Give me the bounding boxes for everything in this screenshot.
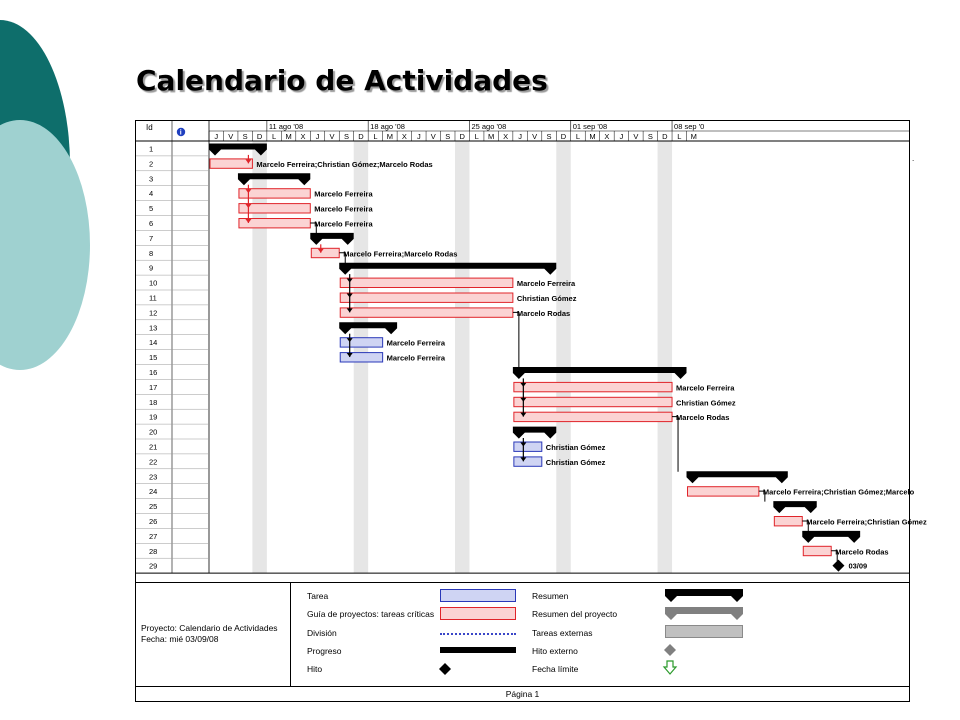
row-id: 29 [149, 561, 158, 571]
legend-critical-bar [440, 607, 516, 620]
task-bar [340, 338, 382, 347]
day-letter: L [272, 132, 277, 141]
row-id: 18 [149, 397, 158, 407]
legend-external-milestone-diamond [663, 643, 677, 657]
critical-task-bar [514, 382, 672, 391]
legend-label-progress: Progreso [307, 646, 342, 656]
legend-deadline-arrow [663, 660, 677, 676]
row-id: 4 [149, 189, 154, 199]
row-id: 9 [149, 263, 154, 273]
id-column-header: Id [146, 123, 153, 132]
day-letter: X [300, 132, 306, 141]
task-resource-label: Christian Gómez [676, 398, 736, 408]
row-id: 1 [149, 144, 154, 154]
weekend-shade [455, 141, 469, 573]
day-letter: S [445, 132, 451, 141]
critical-task-bar [340, 293, 513, 302]
legend-label-milestone: Hito [307, 664, 323, 674]
day-letter: X [503, 132, 509, 141]
day-letter: L [373, 132, 378, 141]
week-label: 25 ago '08 [471, 122, 507, 131]
chain-line [513, 312, 519, 367]
task-resource-label: Marcelo Ferreira [314, 189, 373, 199]
row-id: 17 [149, 382, 158, 392]
project-info [136, 583, 291, 687]
day-letter: D [662, 132, 668, 141]
task-resource-label: Marcelo Rodas [835, 547, 889, 557]
legend-project-summary-bar [663, 605, 745, 621]
row-id: 2 [149, 159, 154, 169]
day-letter: X [604, 132, 610, 141]
task-resource-label: Marcelo Ferreira [516, 279, 576, 289]
summary-bar [238, 173, 310, 185]
legend-summary-bar [663, 587, 745, 603]
row-id: 3 [149, 174, 154, 184]
row-id: 23 [149, 472, 158, 482]
chain-line [672, 417, 678, 472]
row-id: 21 [149, 442, 158, 452]
legend-label-critical: Guía de proyectos: tareas críticas [307, 609, 435, 619]
task-bar [514, 442, 542, 451]
day-letter: V [430, 132, 436, 141]
legend-panel [136, 582, 909, 687]
summary-bar [687, 471, 788, 483]
legend-label-external-milestone: Hito externo [532, 646, 578, 656]
day-letter: V [228, 132, 234, 141]
day-letter: D [256, 132, 263, 141]
day-letter: M [285, 132, 292, 141]
row-id: 20 [149, 427, 158, 437]
legend-task-bar [440, 589, 516, 602]
day-letter: V [329, 132, 335, 141]
legend-progress-bar [440, 647, 516, 653]
day-letter: S [546, 132, 552, 141]
critical-task-bar [688, 487, 759, 496]
task-resource-label: Christian Gómez [545, 443, 606, 452]
row-id: 27 [149, 531, 158, 541]
day-letter: L [575, 132, 581, 141]
critical-task-bar [340, 278, 513, 287]
task-resource-label: Marcelo Ferreira;Marcelo Rodas [343, 249, 458, 259]
day-letter: V [532, 132, 538, 141]
critical-task-bar [803, 546, 831, 555]
row-id: 24 [149, 487, 158, 497]
week-label: 08 sep '0 [674, 122, 705, 131]
row-id: 10 [149, 278, 158, 288]
legend-label-summary: Resumen [532, 591, 569, 601]
weekend-shade [556, 141, 570, 573]
day-letter: D [560, 132, 567, 141]
row-id: 22 [149, 457, 158, 467]
slide-title: Calendario de Actividades [136, 64, 548, 97]
critical-task-bar [340, 308, 513, 317]
page-footer: Página 1 [136, 686, 909, 702]
critical-task-bar [514, 412, 672, 421]
day-letter: J [619, 132, 624, 141]
task-resource-label: Marcelo Rodas [676, 413, 730, 423]
gantt-chart [136, 121, 927, 582]
row-id: 25 [149, 502, 158, 512]
week-label: 18 ago '08 [370, 122, 405, 131]
task-resource-label: Marcelo Ferreira [314, 204, 373, 214]
row-id: 6 [149, 219, 154, 228]
critical-task-bar [210, 159, 252, 168]
task-resource-label: Marcelo Rodas [516, 308, 571, 318]
day-letter: L [677, 132, 682, 141]
task-resource-label: Marcelo Ferreira;Christian Gómez;Marcelo [762, 487, 915, 497]
task-resource-label: Marcelo Ferreira;Christian Gómez;Marcelo Rodas [256, 159, 433, 169]
project-date: Fecha: mié 03/09/08 [141, 634, 219, 644]
day-letter: X [401, 132, 407, 141]
day-letter: M [386, 132, 393, 141]
summary-bar [310, 233, 353, 245]
day-letter: L [474, 132, 479, 141]
summary-bar [802, 531, 860, 543]
legend-split-line [440, 633, 516, 635]
row-id: 26 [149, 517, 158, 526]
task-resource-label: Christian Gómez [545, 457, 606, 467]
row-id: 14 [149, 338, 158, 348]
critical-task-bar [774, 517, 802, 526]
teal-decoration-light [0, 120, 90, 370]
task-resource-label: Christian Gómez [516, 294, 577, 303]
stray-dot: . [912, 154, 915, 163]
day-letter: S [242, 132, 248, 141]
milestone-diamond [832, 560, 844, 572]
critical-task-bar [311, 248, 339, 257]
day-letter: J [518, 132, 522, 141]
day-letter: M [690, 132, 697, 141]
task-resource-label: Marcelo Ferreira [314, 219, 373, 229]
info-icon-glyph: i [179, 129, 182, 137]
week-label: 01 sep '08 [572, 122, 608, 131]
day-letter: S [647, 132, 653, 141]
project-name: Proyecto: Calendario de Actividades [141, 623, 278, 633]
row-id: 5 [149, 204, 154, 214]
day-letter: J [416, 132, 421, 141]
row-id: 7 [149, 233, 154, 243]
day-letter: M [589, 132, 596, 141]
row-id: 11 [149, 293, 157, 303]
task-bar [340, 353, 382, 362]
row-id: 12 [149, 308, 158, 318]
legend-label-task: Tarea [307, 591, 329, 601]
task-resource-label: Marcelo Ferreira [386, 353, 446, 363]
legend-label-project-summary: Resumen del proyecto [532, 609, 618, 619]
row-id: 28 [149, 546, 158, 556]
legend-milestone-diamond [438, 662, 452, 676]
week-label: 11 ago '08 [268, 122, 304, 131]
row-id: 13 [149, 323, 158, 333]
day-letter: J [315, 132, 320, 141]
day-letter: S [343, 132, 349, 141]
task-resource-label: Marcelo Ferreira [676, 383, 735, 393]
row-id: 15 [149, 353, 158, 363]
weekend-shade [658, 141, 672, 573]
legend-external-tasks-bar [665, 625, 743, 638]
day-letter: M [488, 132, 495, 141]
legend-label-deadline: Fecha límite [532, 664, 579, 674]
critical-task-bar [514, 397, 672, 406]
day-letter: D [459, 132, 465, 141]
day-letter: J [214, 132, 219, 141]
summary-bar [339, 263, 556, 275]
legend-label-split: División [307, 628, 337, 638]
task-resource-label: Marcelo Ferreira;Christian Gómez [806, 517, 927, 527]
day-letter: V [633, 132, 639, 141]
row-id: 16 [149, 368, 158, 377]
summary-bar [773, 501, 816, 513]
row-id: 19 [149, 412, 158, 422]
row-id: 8 [149, 248, 154, 258]
day-letter: D [358, 132, 364, 141]
task-resource-label: Marcelo Ferreira [386, 338, 446, 348]
gantt-sheet [135, 120, 927, 702]
milestone-label: 03/09 [848, 561, 868, 571]
summary-bar [513, 427, 556, 439]
task-bar [514, 457, 542, 466]
legend-label-external-tasks: Tareas externas [532, 628, 593, 638]
